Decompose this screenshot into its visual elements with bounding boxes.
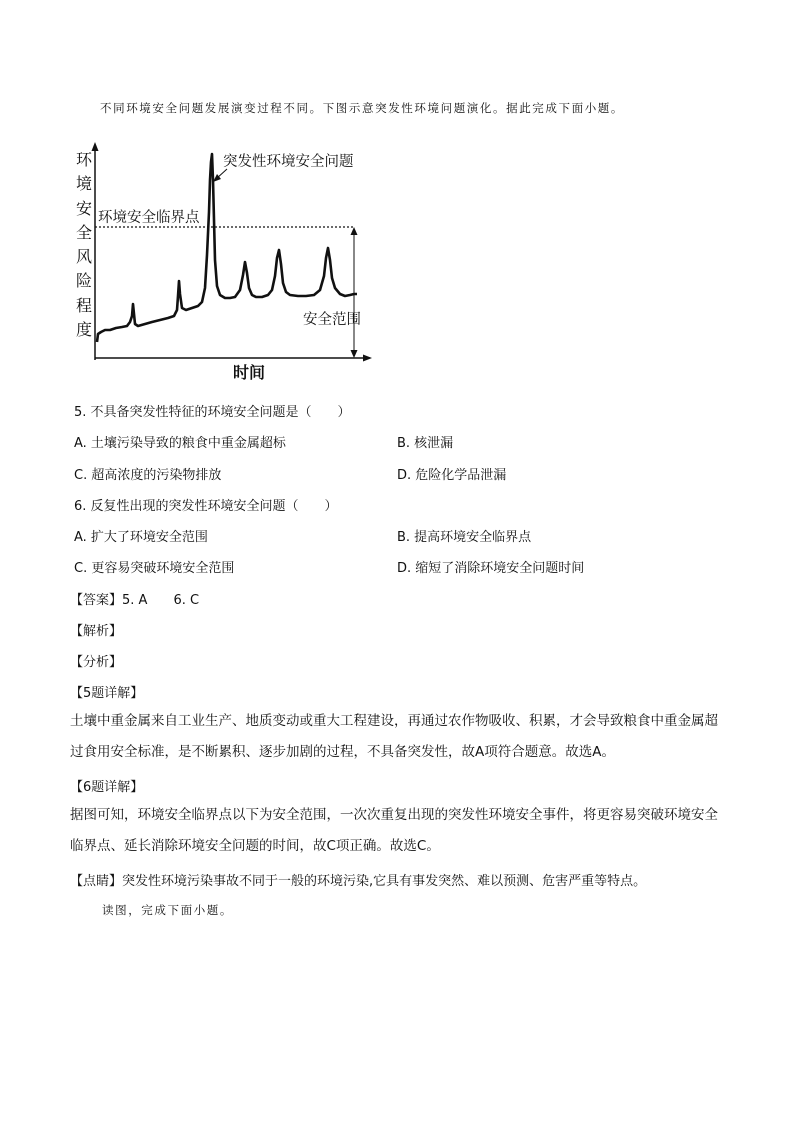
- analysis-tag: 【解析】: [70, 624, 123, 639]
- fenxi-tag: 【分析】: [70, 655, 123, 670]
- detail-5-text: 土壤中重金属来自工业生产、地质变动或重大工程建设，再通过农作物吸收、积累，才会导致粮食中重金属超过食用安全标准，是不断累积、逐步加剧的过程，不具备突发性，故A项符合题意。故选A。: [70, 713, 718, 760]
- safe-range-arrow-top: [351, 227, 358, 235]
- annotation-critical-point: 环境安全临界点: [98, 210, 200, 226]
- y-label-char: 度: [75, 320, 92, 340]
- question-6-stem: 6. 反复性出现的突发性环境安全问题（ ）: [74, 499, 338, 514]
- q6-option-b: B. 提高环境安全临界点: [397, 530, 532, 545]
- dianjing-tag: 【点睛】: [70, 874, 123, 889]
- dianjing-text: 突发性环境污染事故不同于一般的环境污染,它具有事发突然、难以预测、危害严重等特点。: [122, 874, 647, 889]
- detail-6-text: 据图可知，环境安全临界点以下为安全范围，一次次重复出现的突发性环境安全事件，将更容易突破环境安全临界点、延长消除环境安全问题的时间，故C项正确。故选C。: [70, 807, 718, 854]
- y-label-char: 险: [75, 271, 92, 291]
- q5-option-b: B. 核泄漏: [397, 436, 454, 451]
- y-label-char: 程: [75, 295, 92, 315]
- y-label-char: 全: [75, 222, 92, 242]
- q6-option-c: C. 更容易突破环境安全范围: [74, 561, 235, 576]
- next-section-intro: 读图，完成下面小题。: [102, 903, 233, 917]
- q6-option-a: A. 扩大了环境安全范围: [74, 530, 208, 545]
- dianjing-line: [70, 870, 646, 889]
- q5-option-c: C. 超高浓度的污染物排放: [74, 468, 222, 483]
- q5-option-a: A. 土壤污染导致的粮食中重金属超标: [74, 436, 286, 451]
- y-label-char: 境: [75, 174, 92, 194]
- annotation-sudden-problem: 突发性环境安全问题: [223, 154, 354, 170]
- safe-range-arrow-bottom: [351, 350, 358, 358]
- q5-option-d: D. 危险化学品泄漏: [397, 468, 507, 483]
- q6-option-d: D. 缩短了消除环境安全问题时间: [397, 561, 585, 576]
- x-axis-arrow: [363, 355, 372, 362]
- answer-tag: 【答案】: [70, 593, 123, 608]
- detail-5-tag: 【5题详解】: [70, 686, 144, 701]
- y-label-char: 风: [75, 247, 92, 267]
- y-label-char: 安: [75, 198, 92, 218]
- y-axis-label: [73, 148, 95, 342]
- intro-text: 不同环境安全问题发展演变过程不同。下图示意突发性环境问题演化。据此完成下面小题。: [100, 101, 624, 115]
- answer-text: 5. A 6. C: [122, 593, 200, 608]
- y-label-char: 环: [75, 150, 92, 169]
- risk-curve-svg: [70, 140, 380, 385]
- detail-6-tag: 【6题详解】: [70, 780, 144, 795]
- environment-risk-figure: [70, 140, 380, 385]
- answer-line: [70, 589, 199, 608]
- x-axis-label: 时间: [233, 363, 266, 382]
- question-5-stem: 5. 不具备突发性特征的环境安全问题是（ ）: [74, 405, 351, 420]
- annotation-safe-range: 安全范围: [303, 312, 361, 328]
